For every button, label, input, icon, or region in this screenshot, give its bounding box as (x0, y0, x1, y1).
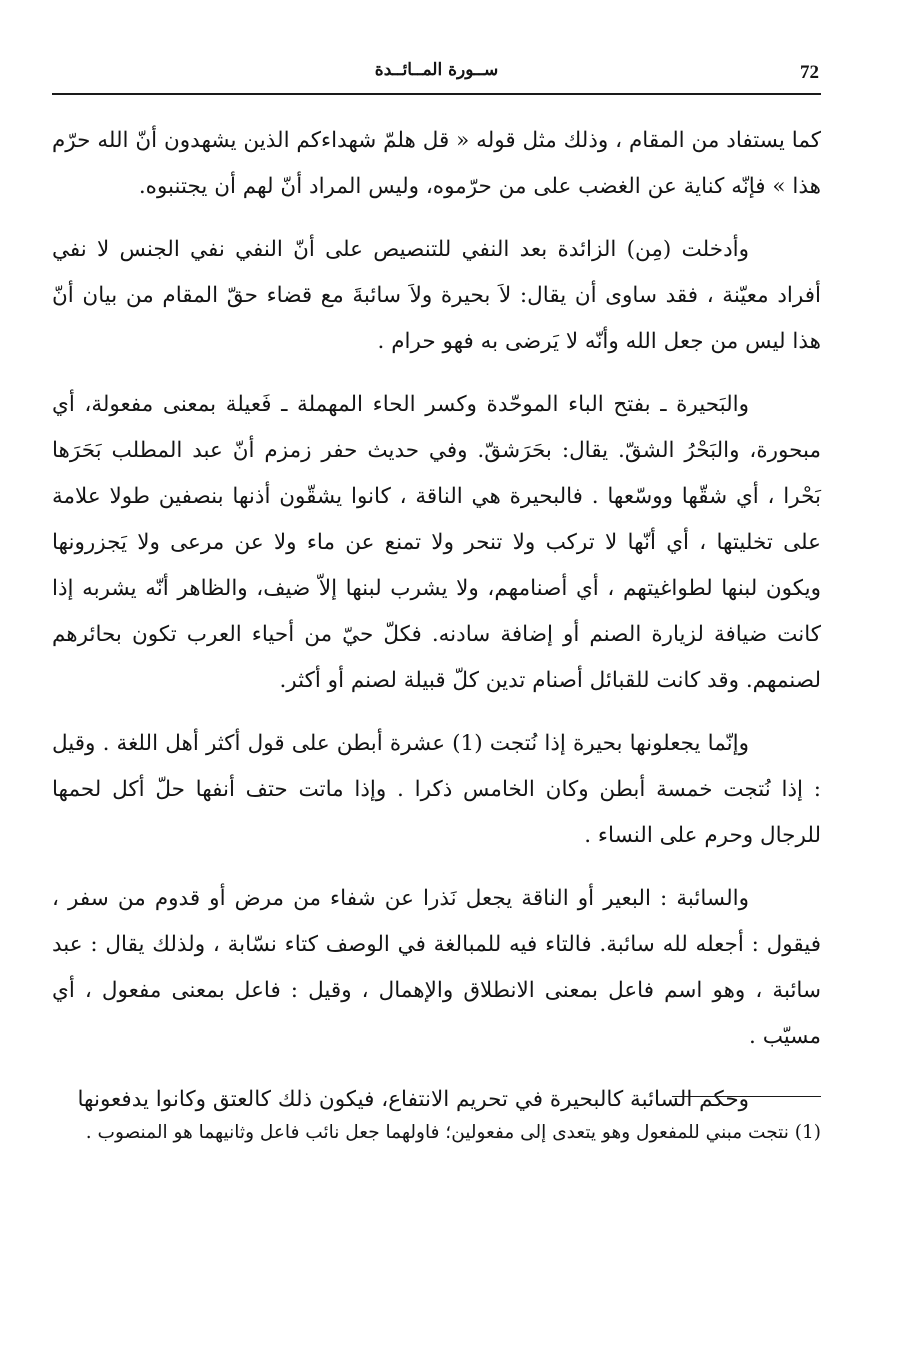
paragraph: كما يستفاد من المقام ، وذلك مثل قوله « قل هلمّ شهداءكم الذين يشهدون أنّ الله حرّم هذا » فإنّه كناية عن الغضب على من حرّموه، وليس المراد أنّ لهم أن يجتنبوه. (52, 128, 821, 199)
surah-title: ســورة المــائــدة (374, 60, 499, 80)
paragraph: وحكم السائبة كالبحيرة في تحريم الانتفاع، فيكون ذلك كالعتق وكانوا يدفعونها (77, 1087, 749, 1112)
header-rule (52, 93, 821, 95)
paragraph: وأدخلت (مِن) الزائدة بعد النفي للتنصيص على أنّ النفي نفي الجنس لا نفي أفراد معيّنة ، فقد ساوى أن يقال: لاَ بحيرة ولاَ سائبةَ مع قضاء حقّ المقام من بيان أنّ هذا ليس من جعل الله وأنّه لا يَرضى به فهو حرام . (52, 237, 821, 354)
paragraph: والسائبة : البعير أو الناقة يجعل نَذرا عن شفاء من مرض أو قدوم من سفر ، فيقول : أجعله لله سائبة. فالتاء فيه للمبالغة في الوصف كتاء نسّابة ، ولذلك يقال : عبد سائبة ، وهو اسم فاعل بمعنى الانطلاق والإهمال ، وقيل : فاعل بمعنى مفعول ، أي مسيّب . (52, 886, 821, 1049)
footnote (52, 1112, 821, 1154)
paragraph: وإنّما يجعلونها بحيرة إذا نُتجت (1) عشرة أبطن على قول أكثر أهل اللغة . وقيل : إذا نُتجت خمسة أبطن وكان الخامس ذكرا . وإذا ماتت حتف أنفها حلّ أكل لحمها للرجال وحرم على النساء . (52, 731, 821, 848)
paragraph: والبَحيرة ـ بفتح الباء الموحّدة وكسر الحاء المهملة ـ فَعيلة بمعنى مفعولة، أي مبحورة، والبَحْرُ الشقّ. يقال: بحَرَشقّ. وفي حديث حفر زمزم أنّ عبد المطلب بَحَرَها بَحْرا ، أي شقّها ووسّعها . فالبحيرة هي الناقة ، كانوا يشقّون أذنها بنصفين طولا علامة على تخليتها ، أي أنّها لا تركب ولا تنحر ولا تمنع عن ماء ولا عن مرعى ولا يَجزرونها ويكون لبنها لطواغيتهم ، أي أصنامهم، ولا يشرب لبنها إلاّ ضيف، والظاهر أنّه يشربه إذا كانت ضيافة لزيارة الصنم أو إضافة سادنه. فكلّ حيّ من أحياء العرب تكون بحائرهم لصنمهم. وقد كانت للقبائل أصنام تدين كلّ قبيلة لصنم أو أكثر. (52, 392, 822, 693)
body-text (52, 118, 821, 1140)
footnote-rule (672, 1096, 821, 1097)
page-header (52, 56, 821, 96)
page-number: 72 (800, 62, 819, 83)
footnote-text: (1) نتجت مبني للمفعول وهو يتعدى إلى مفعولين؛ فاولهما جعل نائب فاعل وثانيهما هو المنصوب . (85, 1122, 821, 1143)
